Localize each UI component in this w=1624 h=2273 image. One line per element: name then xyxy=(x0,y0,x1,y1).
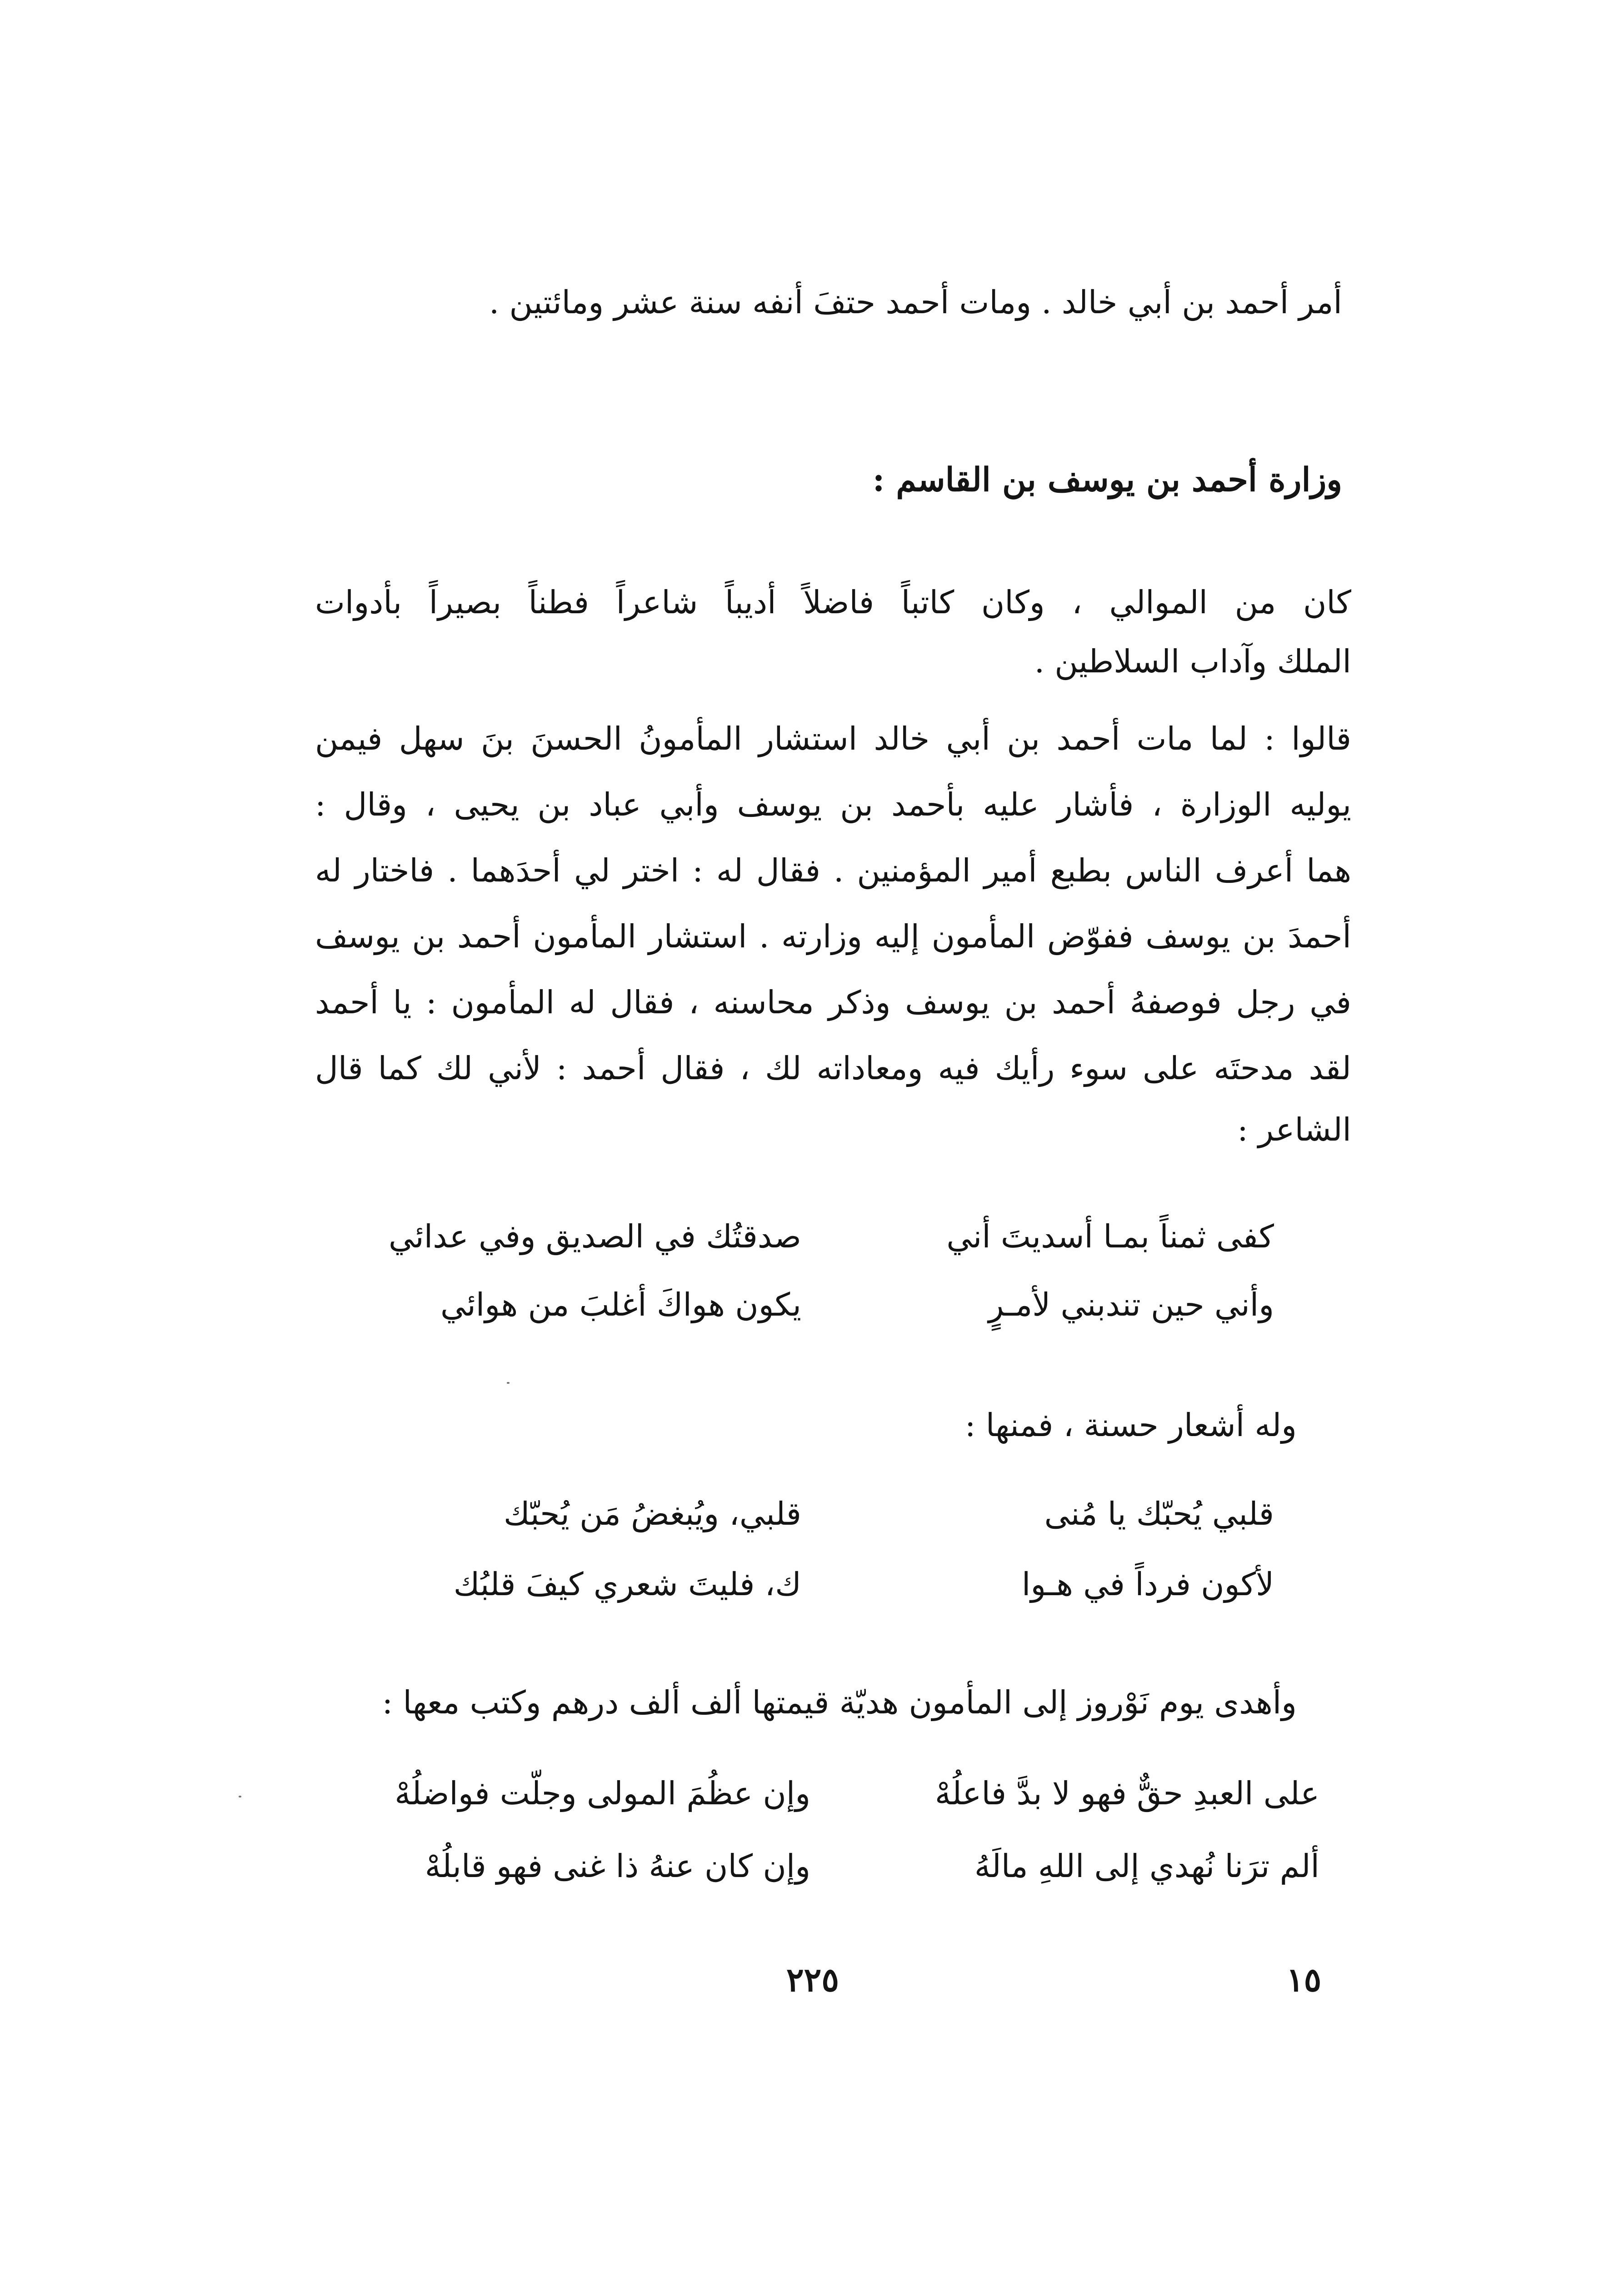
poem2-verse2-left: ك، فليتَ شعري كيفَ قلبُك xyxy=(453,1566,801,1603)
poem3-verse1-left: وإن عظُمَ المولى وجلّت فواضلُهْ xyxy=(395,1775,810,1812)
section-heading: وزارة أحمد بن يوسف بن القاسم : xyxy=(872,460,1342,499)
poem1-verse2-right: وأني حين تندبني لأمـرٍ xyxy=(988,1286,1274,1323)
paragraph2-line: يوليه الوزارة ، فأشار عليه بأحمد بن يوسف وأبي عباد بن يحيى ، وقال : xyxy=(315,786,1351,823)
paragraph2-line: قالوا : لما مات أحمد بن أبي خالد استشار المأمونُ الحسنَ بنَ سهل فيمن xyxy=(315,720,1351,757)
poem3-intro: وأهدى يوم نَوْروز إلى المأمون هديّة قيمتها ألف ألف درهم وكتب معها : xyxy=(382,1684,1297,1721)
paragraph2-line: الشاعر : xyxy=(1237,1111,1351,1148)
poem3-verse2-right: ألم ترَنا نُهدي إلى اللهِ مالَهُ xyxy=(974,1847,1319,1885)
paragraph2-line: لقد مدحتَه على سوء رأيك فيه ومعاداته لك ، فقال أحمد : لأني لك كما قال xyxy=(315,1050,1351,1087)
poem2-intro: وله أشعار حسنة ، فمنها : xyxy=(964,1407,1297,1444)
poem2-verse1-right: قلبي يُحبّك يا مُنى xyxy=(1044,1495,1274,1532)
paragraph1-line: الملك وآداب السلاطين . xyxy=(1034,643,1351,680)
scan-speck xyxy=(507,1382,510,1384)
poem2-verse1-left: قلبي، ويُبغضُ مَن يُحبّك xyxy=(504,1495,801,1532)
paragraph2-line: هما أعرف الناس بطبع أمير المؤمنين . فقال له : اختر لي أحدَهما . فاختار له xyxy=(315,852,1351,889)
page-number: ٢٢٥ xyxy=(786,1960,839,1999)
poem2-verse2-right: لأكون فرداً في هـوا xyxy=(1021,1566,1274,1603)
scan-speck xyxy=(239,1796,241,1797)
paragraph2-line: في رجل فوصفهُ أحمد بن يوسف وذكر محاسنه ، فقال له المأمون : يا أحمد xyxy=(315,984,1352,1021)
poem3-verse2-left: وإن كان عنهُ ذا غنى فهو قابلُهْ xyxy=(425,1847,810,1885)
paragraph1-line: كان من الموالي ، وكان كاتباً فاضلاً أديباً شاعراً فطناً بصيراً بأدوات xyxy=(315,584,1351,621)
signature-number: ١٥ xyxy=(1286,1960,1322,1999)
poem3-verse1-right: على العبدِ حقٌّ فهو لا بدَّ فاعلُهْ xyxy=(934,1775,1319,1812)
top-line: أمر أحمد بن أبي خالد . ومات أحمد حتفَ أنفه سنة عشر ومائتين . xyxy=(489,284,1342,321)
paragraph2-line: أحمدَ بن يوسف ففوّض المأمون إليه وزارته . استشار المأمون أحمد بن يوسف xyxy=(315,918,1351,955)
poem1-verse1-left: صدقتُك في الصديق وفي عدائي xyxy=(388,1218,801,1255)
poem1-verse1-right: كفى ثمناً بمـا أسديتَ أني xyxy=(946,1218,1274,1255)
poem1-verse2-left: يكون هواكَ أغلبَ من هوائي xyxy=(440,1286,801,1323)
